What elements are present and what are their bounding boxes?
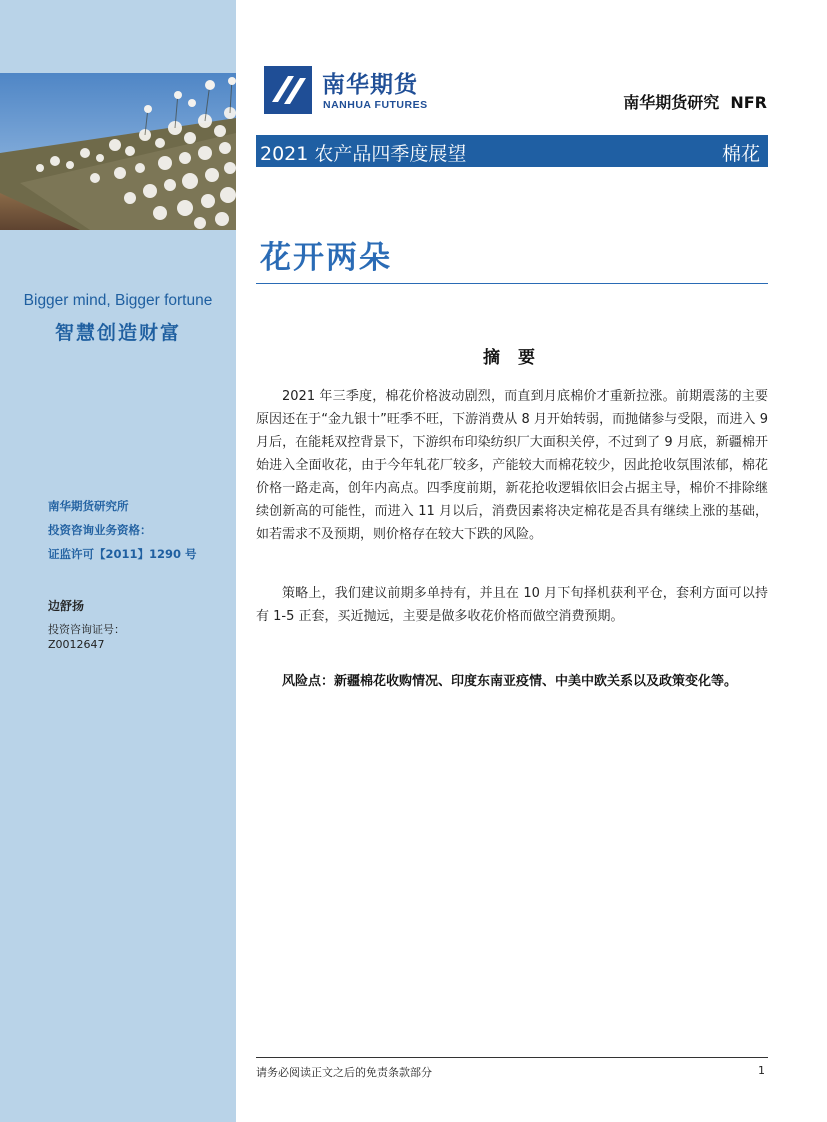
logo-text-chinese: 南华期货 [322,72,418,98]
cert-number: Z0012647 [48,638,105,651]
commodity-label: 棉花 [721,143,760,165]
institute-name: 南华期货研究所 [48,499,129,513]
qualification-label: 投资咨询业务资格： [48,523,152,537]
cotton-field-photo [0,73,236,230]
logo-mark-icon [262,64,314,116]
report-series: 2021 农产品四季度展望 [260,143,467,165]
title-divider [256,283,768,284]
license-number: 证监许可【2011】1290 号 [48,547,197,561]
author-name: 边舒扬 [48,599,85,613]
footer-divider [256,1057,768,1058]
abstract-paragraph-1: 2021 年三季度，棉花价格波动剧烈，而直到月底棉价才重新拉涨。前期震荡的主要原因还在于“金九银十”旺季不旺，下游消费从 8 月开始转弱，而抛储参与受限，而进入 9 月后，在能耗双控背景下，下游织布印染纺织厂大面积关停，不过到了 9 月底，新疆棉开始进入全面收花，由于今年轧花厂较多，产能较大而棉花较少，因此抢收氛围浓郁，棉花价格一路走高，创年内高点。四季度前期，新花抢收逻辑依旧会占据主导，棉价不排除继续创新高的可能性，而进入 11 月以后，消费因素将决定棉花是否具有继续上涨的基础，如若需求不及预期，则价格存在较大下跌的风险。 [256,389,768,542]
cert-label: 投资咨询证号： [48,623,125,636]
logo-text-english: NANHUA FUTURES [323,99,428,111]
risk-statement: 风险点：新疆棉花收购情况、印度东南亚疫情、中美中欧关系以及政策变化等。 [282,674,738,689]
sidebar [0,0,236,1122]
page-number: 1 [758,1064,765,1077]
disclaimer-note: 请务必阅读正文之后的免责条款部分 [256,1066,432,1079]
abstract-heading: 摘 要 [483,348,541,368]
slogan-english: Bigger mind, Bigger fortune [23,292,213,309]
abstract-paragraph-2: 策略上，我们建议前期多单持有，并且在 10 月下旬择机获利平仓，套利方面可以持有 1-5 正套，买近抛远，主要是做多收花价格而做空消费预期。 [256,586,768,624]
page-title: 花开两朵 [260,240,392,276]
research-label: 南华期货研究 NFR [623,93,767,112]
report-banner [256,135,768,167]
slogan-chinese: 智慧创造财富 [54,322,181,344]
